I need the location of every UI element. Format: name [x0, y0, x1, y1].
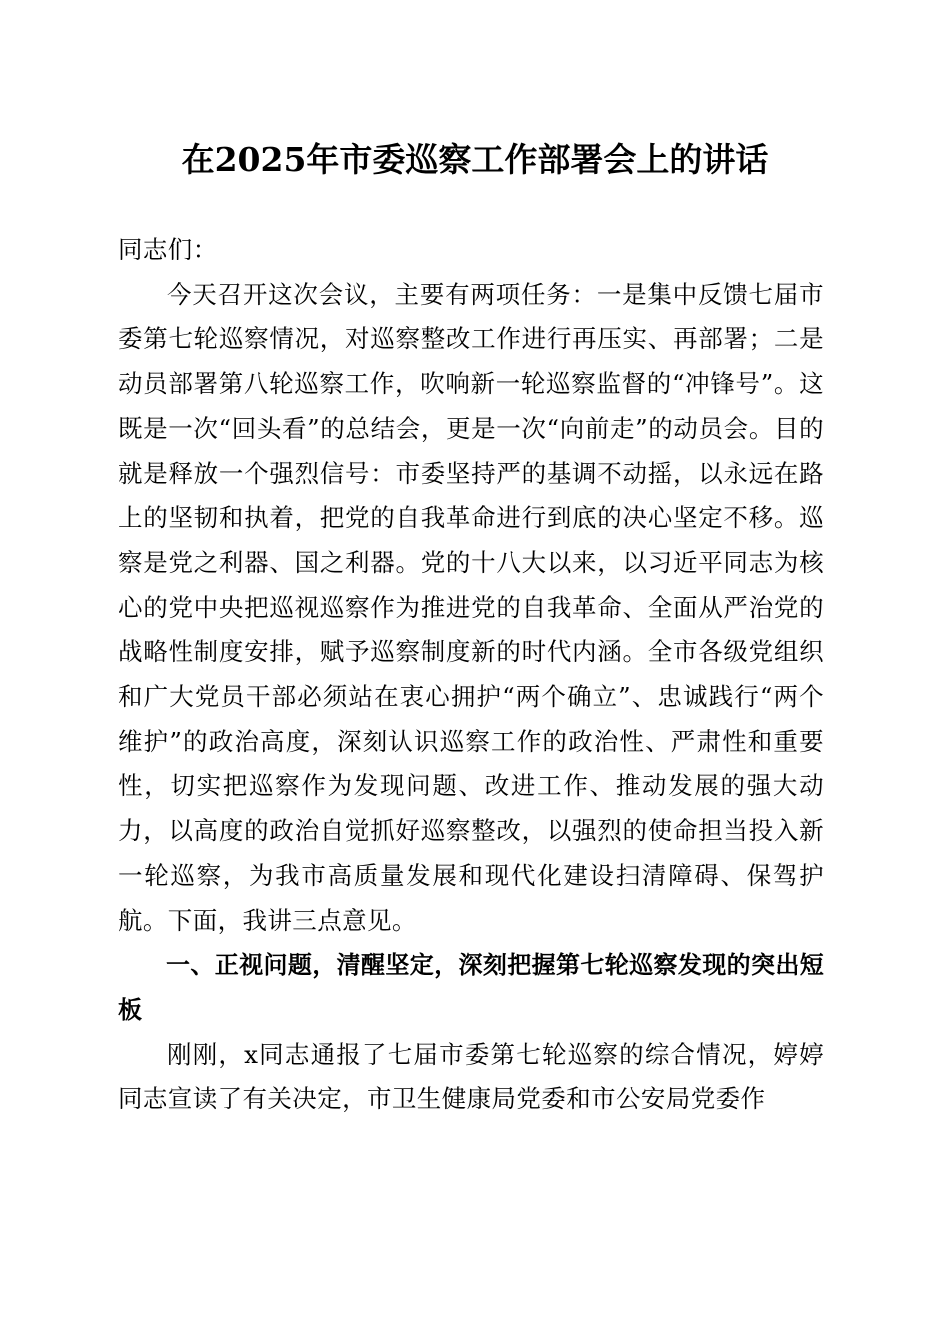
- salutation: 同志们：: [118, 235, 218, 264]
- document-body: [118, 228, 824, 1122]
- document-title: 在2025年市委巡察工作部署会上的讲话: [181, 140, 769, 179]
- section-heading: 一、正视问题，清醒坚定，深刻把握第七轮巡察发现的突出短板: [118, 951, 824, 1024]
- section-paragraph: 刚刚，x同志通报了七届市委第七轮巡察的综合情况，婷婷同志宣读了有关决定，市卫生健康局党委和市公安局党委作: [118, 1039, 824, 1114]
- body-paragraph: 今天召开这次会议，主要有两项任务：一是集中反馈七届市委第七轮巡察情况，对巡察整改工作进行再压实、再部署；二是动员部署第八轮巡察工作，吹响新一轮巡察监督的“冲锋号”。这既是一次“回头看”的总结会，更是一次“向前走”的动员会。目的就是释放一个强烈信号：市委坚持严的基调不动摇，以永远在路上的坚韧和执着，把党的自我革命进行到底的决心坚定不移。巡察是党之利器、国之利器。党的十八大以来，以习近平同志为核心的党中央把巡视巡察作为推进党的自我革命、全面从严治党的战略性制度安排，赋予巡察制度新的时代内涵。全市各级党组织和广大党员干部必须站在衷心拥护“两个确立”、忠诚践行“两个维护”的政治高度，深刻认识巡察工作的政治性、严肃性和重要性，切实把巡察作为发现问题、改进工作、推动发展的强大动力，以高度的政治自觉抓好巡察整改，以强烈的使命担当投入新一轮巡察，为我市高质量发展和现代化建设扫清障碍、保驾护航。下面，我讲三点意见。: [118, 279, 824, 935]
